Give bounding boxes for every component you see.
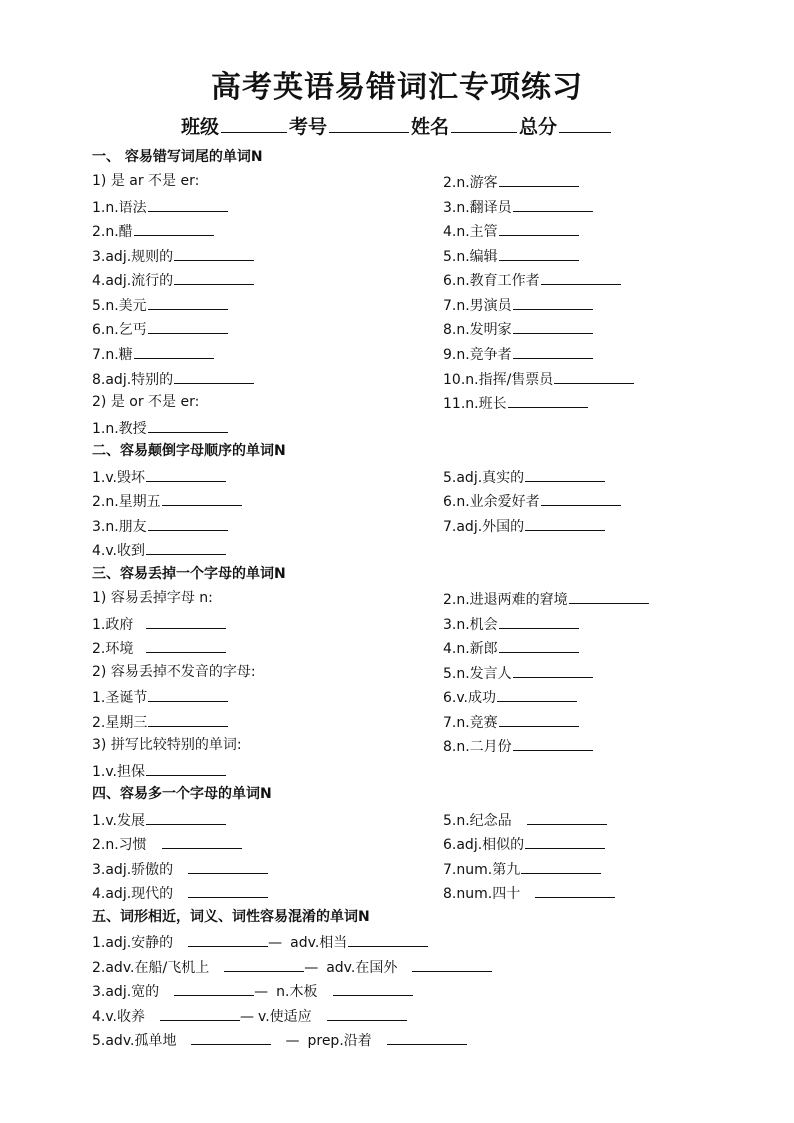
answer-blank[interactable] — [148, 687, 228, 702]
answer-blank[interactable] — [148, 197, 228, 212]
answer-blank[interactable] — [387, 1030, 467, 1045]
question-item — [92, 859, 268, 879]
question-label: 4.n.新郎 — [443, 641, 498, 657]
question-label: 3.adj.宽的 — [92, 984, 160, 1000]
question-item — [92, 712, 228, 732]
question-label: 2.n.游客 — [443, 175, 498, 191]
answer-blank[interactable] — [146, 540, 226, 555]
question-label: adv.相当 — [290, 935, 348, 951]
name-label: 姓名 — [411, 116, 450, 138]
answer-blank[interactable] — [513, 319, 593, 334]
section-heading: 三、容易丢掉一个字母的单词N — [92, 566, 286, 582]
question-label: 1.圣诞节 — [92, 690, 148, 706]
question-label: 2.n.进退两难的窘境 — [443, 592, 568, 608]
answer-blank[interactable] — [554, 369, 634, 384]
question-label: 3.adj.骄傲的 — [92, 862, 174, 878]
question-item — [443, 663, 593, 683]
question-item — [443, 589, 649, 609]
answer-blank[interactable] — [333, 981, 413, 996]
question-item — [443, 221, 579, 241]
class-label: 班级 — [180, 116, 219, 138]
question-item — [443, 295, 593, 315]
answer-blank[interactable] — [513, 197, 593, 212]
question-label: 5.n.纪念品 — [443, 813, 512, 829]
question-item — [443, 344, 593, 364]
answer-blank[interactable] — [224, 957, 304, 972]
number-label: 考号 — [288, 116, 327, 138]
question-label: 2.n.习惯 — [92, 837, 147, 853]
section-heading: 一、 容易错写词尾的单词N — [92, 149, 263, 165]
question-label: n.木板 — [276, 984, 318, 1000]
answer-blank[interactable] — [527, 810, 607, 825]
question-label: 11.n.班长 — [443, 396, 507, 412]
dash-separator: — — [240, 1009, 255, 1025]
question-item — [443, 859, 601, 879]
subheading: 1) 是 ar 不是 er: — [92, 173, 200, 189]
question-label: 3.n.机会 — [443, 617, 498, 633]
question-label: 7.n.竞赛 — [443, 715, 498, 731]
answer-blank[interactable] — [162, 491, 242, 506]
section-heading: 二、容易颠倒字母顺序的单词N — [92, 443, 286, 459]
question-label: prep.沿着 — [307, 1033, 372, 1049]
answer-blank[interactable] — [146, 467, 226, 482]
dash-separator: — — [285, 1033, 300, 1049]
answer-blank[interactable] — [146, 638, 226, 653]
question-item — [92, 516, 228, 536]
question-label: 1.n.教授 — [92, 421, 147, 437]
answer-blank[interactable] — [513, 344, 593, 359]
answer-blank[interactable] — [148, 418, 228, 433]
answer-blank[interactable] — [160, 1006, 240, 1021]
question-label: 1.政府 — [92, 617, 134, 633]
answer-blank[interactable] — [146, 810, 226, 825]
name-blank[interactable] — [451, 114, 517, 133]
question-label: 7.num.第九 — [443, 862, 521, 878]
question-label: 3.adj.规则的 — [92, 249, 174, 265]
answer-blank[interactable] — [327, 1006, 407, 1021]
answer-blank[interactable] — [499, 712, 579, 727]
answer-blank[interactable] — [174, 369, 254, 384]
question-label: 2.n.醋 — [92, 224, 133, 240]
answer-blank[interactable] — [191, 1030, 271, 1045]
answer-blank[interactable] — [513, 736, 593, 751]
question-item — [92, 614, 226, 634]
question-item — [92, 638, 226, 658]
question-label: adv.在国外 — [326, 960, 398, 976]
answer-blank[interactable] — [513, 663, 593, 678]
answer-blank[interactable] — [412, 957, 492, 972]
answer-blank[interactable] — [146, 761, 226, 776]
question-item — [443, 172, 579, 192]
question-item — [443, 834, 605, 854]
answer-blank[interactable] — [134, 344, 214, 359]
pair-item — [92, 981, 413, 1001]
question-item — [443, 516, 605, 536]
answer-blank[interactable] — [499, 246, 579, 261]
question-item — [92, 319, 228, 339]
question-item — [92, 491, 242, 511]
subheading: 3) 拼写比较特别的单词: — [92, 737, 242, 753]
question-item — [92, 761, 226, 781]
pair-item — [92, 1006, 407, 1026]
question-label: 5.n.美元 — [92, 298, 147, 314]
answer-blank[interactable] — [174, 246, 254, 261]
answer-blank[interactable] — [188, 859, 268, 874]
question-label: 7.n.糖 — [92, 347, 133, 363]
answer-blank[interactable] — [148, 516, 228, 531]
question-label: 8.adj.特别的 — [92, 372, 174, 388]
question-label: 2.adv.在船/飞机上 — [92, 960, 210, 976]
question-item — [443, 736, 593, 756]
answer-blank[interactable] — [134, 221, 214, 236]
question-item — [92, 834, 242, 854]
question-label: 6.n.教育工作者 — [443, 273, 540, 289]
answer-blank[interactable] — [508, 393, 588, 408]
question-label: 6.adj.相似的 — [443, 837, 525, 853]
question-item — [443, 614, 579, 634]
question-label: 1.adj.安静的 — [92, 935, 174, 951]
question-item — [92, 540, 226, 560]
question-label: 4.adj.现代的 — [92, 886, 174, 902]
answer-blank[interactable] — [148, 319, 228, 334]
question-label: 2.n.星期五 — [92, 494, 161, 510]
answer-blank[interactable] — [146, 614, 226, 629]
question-label: 3.n.翻译员 — [443, 200, 512, 216]
question-label: 8.num.四十 — [443, 886, 521, 902]
answer-blank[interactable] — [148, 712, 228, 727]
subheading: 2) 容易丢掉不发音的字母: — [92, 664, 256, 680]
question-label: 6.n.乞丐 — [92, 322, 147, 338]
answer-blank[interactable] — [521, 859, 601, 874]
answer-blank[interactable] — [541, 270, 621, 285]
class-blank[interactable] — [221, 114, 287, 133]
answer-blank[interactable] — [162, 834, 242, 849]
answer-blank[interactable] — [188, 883, 268, 898]
answer-blank[interactable] — [148, 295, 228, 310]
question-label: 1.v.毁坏 — [92, 470, 146, 486]
question-item — [443, 491, 621, 511]
question-item — [92, 221, 214, 241]
question-label: 6.n.业余爱好者 — [443, 494, 540, 510]
question-item — [443, 638, 579, 658]
question-label: 4.v.收到 — [92, 543, 146, 559]
question-label: 5.adj.真实的 — [443, 470, 525, 486]
answer-blank[interactable] — [499, 221, 579, 236]
question-label: 5.n.编辑 — [443, 249, 498, 265]
score-label: 总分 — [519, 116, 558, 138]
question-item — [443, 712, 579, 732]
question-item — [92, 197, 228, 217]
question-item — [443, 369, 634, 389]
question-label: 1.v.发展 — [92, 813, 146, 829]
question-item — [92, 418, 228, 438]
question-item — [443, 393, 588, 413]
score-blank[interactable] — [559, 114, 611, 133]
question-item — [443, 883, 615, 903]
question-label: 6.v.成功 — [443, 690, 497, 706]
section-heading: 四、容易多一个字母的单词N — [92, 786, 272, 802]
question-item — [443, 687, 577, 707]
question-label: 5.adv.孤单地 — [92, 1033, 177, 1049]
question-item — [92, 344, 214, 364]
answer-blank[interactable] — [513, 295, 593, 310]
dash-separator: — — [254, 984, 269, 1000]
question-label: 1.n.语法 — [92, 200, 147, 216]
question-label: v.使适应 — [258, 1009, 312, 1025]
question-item — [92, 246, 254, 266]
question-label: 2.星期三 — [92, 715, 148, 731]
question-label: 1.v.担保 — [92, 764, 146, 780]
page-title: 高考英语易错词汇专项练习 — [211, 70, 583, 105]
question-item — [92, 687, 228, 707]
question-item — [92, 810, 226, 830]
question-item — [92, 295, 228, 315]
question-item — [92, 270, 254, 290]
answer-blank[interactable] — [497, 687, 577, 702]
question-label: 4.v.收养 — [92, 1009, 146, 1025]
answer-blank[interactable] — [174, 270, 254, 285]
answer-blank[interactable] — [174, 981, 254, 996]
answer-blank[interactable] — [525, 834, 605, 849]
question-label: 10.n.指挥/售票员 — [443, 372, 554, 388]
answer-blank[interactable] — [499, 614, 579, 629]
answer-blank[interactable] — [525, 516, 605, 531]
question-item — [92, 369, 254, 389]
question-item — [443, 270, 621, 290]
pair-item — [92, 957, 492, 977]
question-item — [92, 467, 226, 487]
pair-item — [92, 932, 428, 952]
section-heading: 五、词形相近，词义、词性容易混淆的单词N — [92, 909, 370, 925]
dash-separator: — — [304, 960, 319, 976]
answer-blank[interactable] — [499, 172, 579, 187]
question-label: 9.n.竞争者 — [443, 347, 512, 363]
dash-separator: — — [268, 935, 283, 951]
pair-item — [92, 1030, 467, 1050]
student-info-line — [0, 112, 794, 139]
number-blank[interactable] — [329, 114, 409, 133]
answer-blank[interactable] — [499, 638, 579, 653]
question-label: 4.adj.流行的 — [92, 273, 174, 289]
subheading: 2) 是 or 不是 er: — [92, 394, 200, 410]
question-item — [443, 197, 593, 217]
answer-blank[interactable] — [569, 589, 649, 604]
answer-blank[interactable] — [535, 883, 615, 898]
question-label: 8.n.发明家 — [443, 322, 512, 338]
question-item — [443, 467, 605, 487]
question-item — [443, 319, 593, 339]
answer-blank[interactable] — [188, 932, 268, 947]
question-label: 7.n.男演员 — [443, 298, 512, 314]
answer-blank[interactable] — [525, 467, 605, 482]
question-label: 4.n.主管 — [443, 224, 498, 240]
answer-blank[interactable] — [541, 491, 621, 506]
question-label: 8.n.二月份 — [443, 739, 512, 755]
subheading: 1) 容易丢掉字母 n: — [92, 590, 213, 606]
question-item — [92, 883, 268, 903]
question-label: 3.n.朋友 — [92, 519, 147, 535]
answer-blank[interactable] — [348, 932, 428, 947]
question-label: 7.adj.外国的 — [443, 519, 525, 535]
question-item — [443, 246, 579, 266]
question-label: 5.n.发言人 — [443, 666, 512, 682]
question-label: 2.环境 — [92, 641, 134, 657]
question-item — [443, 810, 607, 830]
